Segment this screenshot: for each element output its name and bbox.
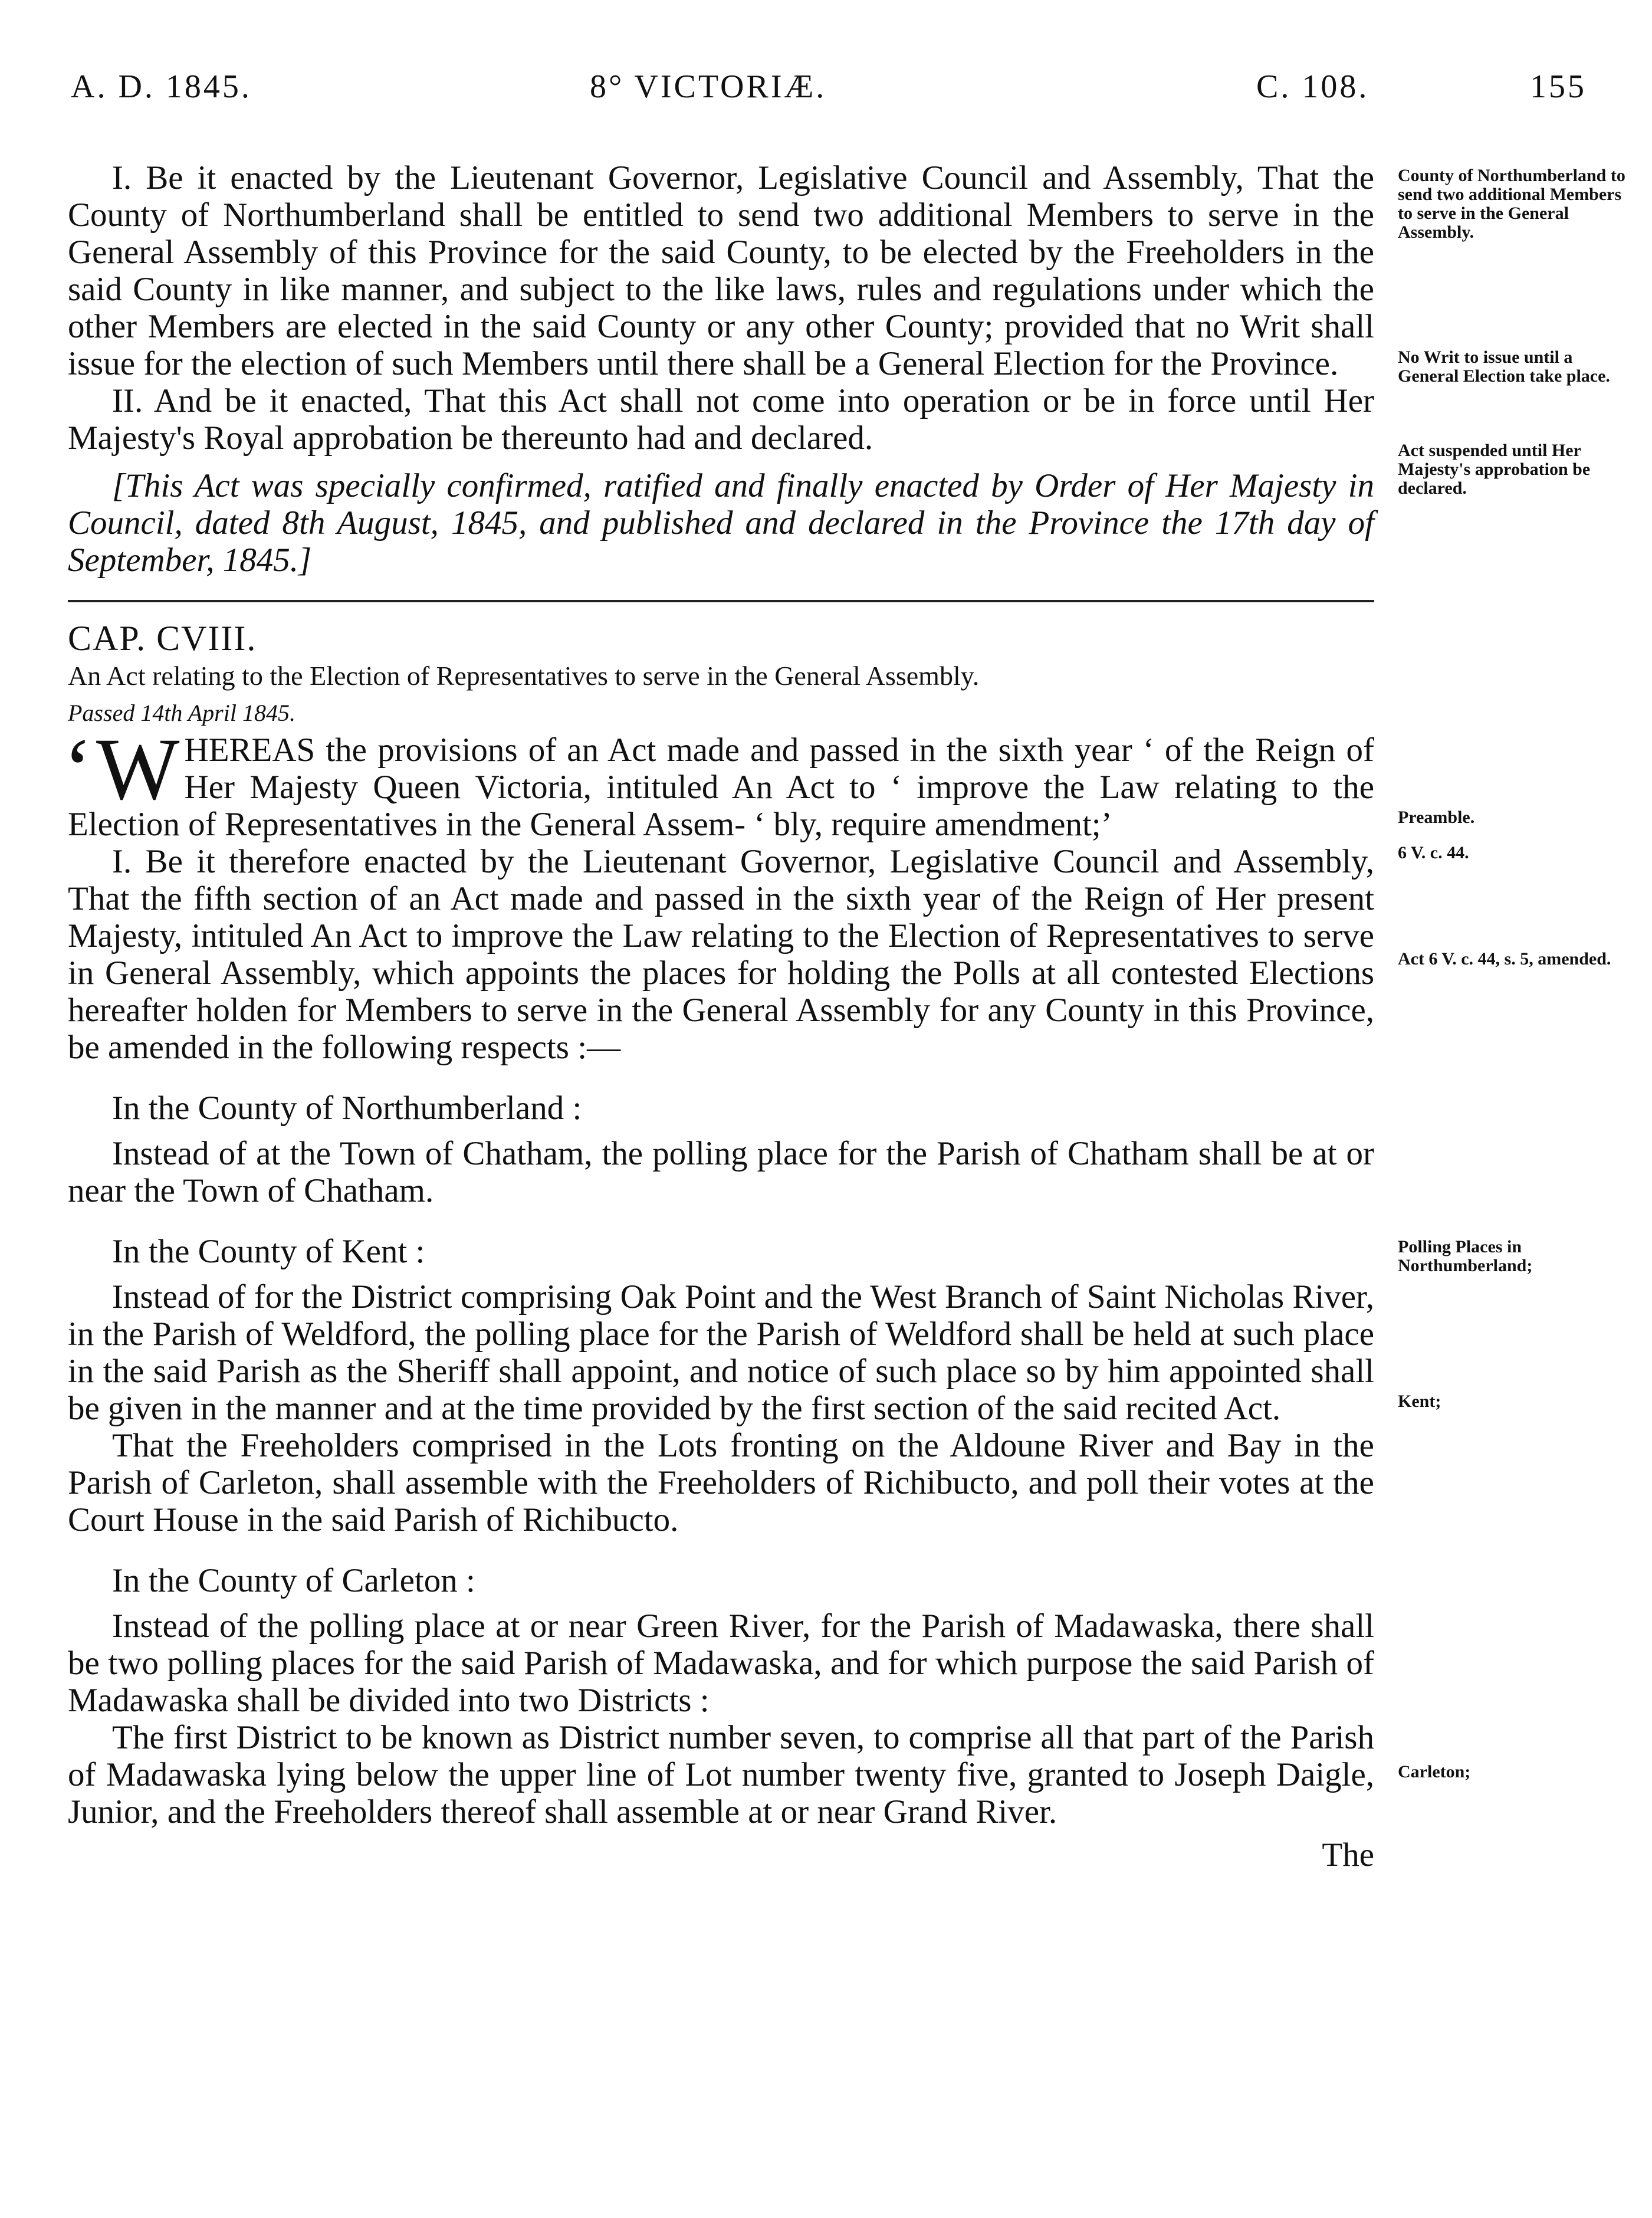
main-text-column (63, 159, 1374, 1874)
margin-note-amended: Act 6 V. c. 44, s. 5, amended. (1398, 949, 1611, 969)
catchword: The (1322, 1836, 1374, 1874)
northumberland-heading: In the County of Northumberland : (112, 1090, 582, 1127)
preamble-quote-mark: ‘ (63, 720, 93, 818)
act-description: An Act relating to the Election of Representatives to serve in the General Assembly. (68, 661, 980, 691)
carleton-text-1: Instead of the polling place at or near Green River, for the Parish of Madawaska, there shall be two polling places for the said Parish of Madawaska, and for which purpose the said Parish of Madawaska shall be divided into two Districts : (68, 1607, 1374, 1719)
northumberland-text: Instead of at the Town of Chatham, the polling place for the Parish of Chatham shall be at or near the Town of Chatham. (68, 1135, 1374, 1209)
cap-title: CAP. CVIII. (68, 619, 257, 658)
section-divider (68, 600, 1374, 602)
carleton-text-2: The first District to be known as District number seven, to comprise all that part of the Parish of Madawaska lying below the upper line of Lot number twenty five, granted to Joseph Daigle, Junior, and the Freeholders thereof shall assemble at or near Grand River. (68, 1719, 1374, 1830)
header-page-number: 155 (1530, 68, 1587, 105)
carleton-heading: In the County of Carleton : (112, 1562, 475, 1599)
preamble-dropcap (63, 720, 180, 818)
margin-note-kent: Kent; (1398, 1392, 1441, 1411)
margin-note-polling-northumberland: Polling Places in Northumberland; (1398, 1237, 1533, 1275)
kent-text-2: That the Freeholders comprised in the Lots fronting on the Aldoune River and Bay in the Parish of Carleton, shall assemble with the Freeholders of Richibucto, and poll their votes at the Court House in the said Parish of Richibucto. (68, 1427, 1374, 1538)
running-header (71, 68, 1587, 115)
prev-section-1: I. Be it enacted by the Lieutenant Governor, Legislative Council and Assembly, That the County of Northumberland shall be entitled to send two additional Members to serve in the General Assembly of this Province for the said County, to be elected by the Freeholders in the said County in like manner, and subject to the like laws, rules and regulations under which the other Members are elected in the said County or any other County; provided that no Writ shall issue for the election of such Members until there shall be a General Election for the Province. (68, 159, 1374, 382)
kent-text-1: Instead of for the District comprising Oak Point and the West Branch of Saint Nicholas River, in the Parish of Weldford, the polling place for the Parish of Weldford shall be held at such place in the said Parish as the Sheriff shall appoint, and notice of such place so by him appointed shall be given in the manner and at the time provided by the first section of the said recited Act. (68, 1278, 1374, 1427)
act-section-1: I. Be it therefore enacted by the Lieutenant Governor, Legislative Council and Assembly, That the fifth section of an Act made and passed in the sixth year of the Reign of Her present Majesty, intituled An Act to improve the Law relating to the Election of Representatives to serve in General Assembly, which appoints the places for holding the Polls at all contested Elections hereafter holden for Members to serve in the General Assembly for any County in this Province, be amended in the following respects :— (68, 843, 1374, 1066)
header-reign: 8° VICTORIÆ. (590, 68, 827, 105)
prev-section-2: II. And be it enacted, That this Act shall not come into operation or be in force until Her Majesty's Royal approbation be thereunto had and declared. (68, 382, 1374, 457)
preamble-dropcap-letter: W (96, 720, 180, 818)
margin-note-preamble-ref: 6 V. c. 44. (1398, 843, 1469, 862)
kent-heading: In the County of Kent : (112, 1233, 425, 1270)
preamble (63, 720, 1374, 843)
margin-note-preamble: Preamble. (1398, 808, 1475, 827)
header-chapter: C. 108. (1256, 68, 1369, 105)
margin-note-northumberland-members: County of Northumberland to send two additional Members to serve in the General Assembly. (1398, 166, 1625, 242)
margin-note-carleton: Carleton; (1398, 1762, 1471, 1781)
confirmation-note: [This Act was specially confirmed, ratified and finally enacted by Order of Her Majesty in Council, dated 8th August, 1845, and published and declared in the Province the 17th day of September, 1845.] (68, 467, 1374, 579)
header-year: A. D. 1845. (71, 68, 252, 105)
margin-note-no-writ: No Writ to issue until a General Election take place. (1398, 347, 1610, 386)
passed-date: Passed 14th April 1845. (68, 700, 295, 726)
margin-note-suspended: Act suspended until Her Majesty's approbation be declared. (1398, 441, 1591, 498)
preamble-text: HEREAS the provisions of an Act made and passed in the sixth year ‘ of the Reign of Her Majesty Queen Victoria, intituled An Act to ‘ improve the Law relating to the Election of Representatives in the General Assem- ‘ bly, require amendment;’ (68, 731, 1374, 843)
